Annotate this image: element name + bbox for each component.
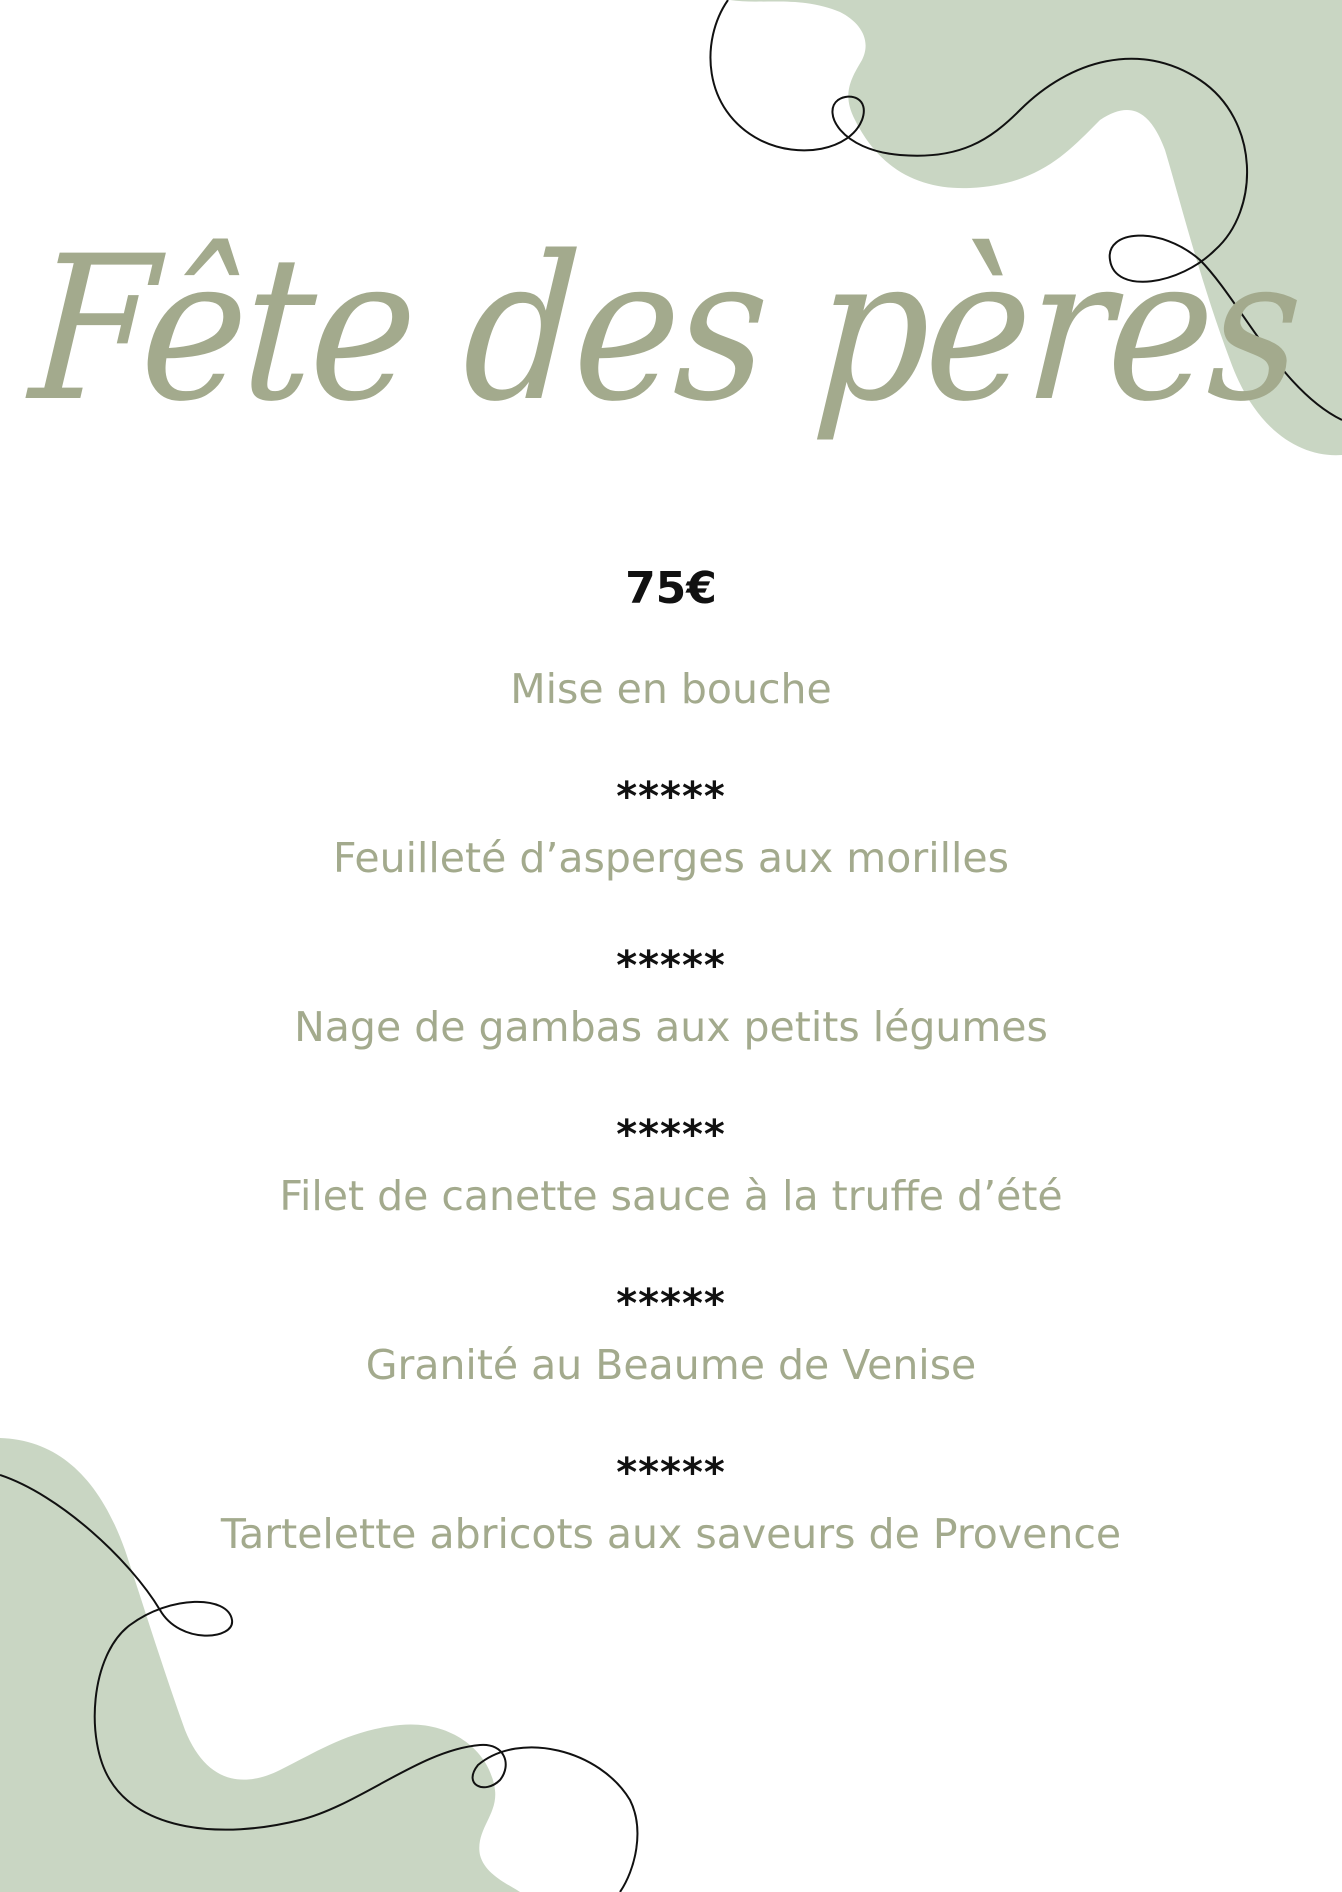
separator-2: *****	[616, 943, 726, 989]
menu-title: Fête des pères	[25, 213, 1305, 446]
course-dessert: Tartelette abricots aux saveurs de Provence	[220, 1510, 1122, 1558]
course-amuse-bouche: Mise en bouche	[510, 665, 832, 713]
separator-1: *****	[616, 774, 726, 820]
course-main: Filet de canette sauce à la truffe d’été	[279, 1172, 1063, 1220]
separator-4: *****	[616, 1281, 726, 1327]
course-starter: Feuilleté d’asperges aux morilles	[333, 834, 1009, 882]
separator-5: *****	[616, 1450, 726, 1496]
course-sorbet: Granité au Beaume de Venise	[365, 1341, 977, 1389]
course-fish: Nage de gambas aux petits légumes	[294, 1003, 1048, 1051]
menu-price: 75€	[625, 563, 717, 614]
separator-3: *****	[616, 1112, 726, 1158]
